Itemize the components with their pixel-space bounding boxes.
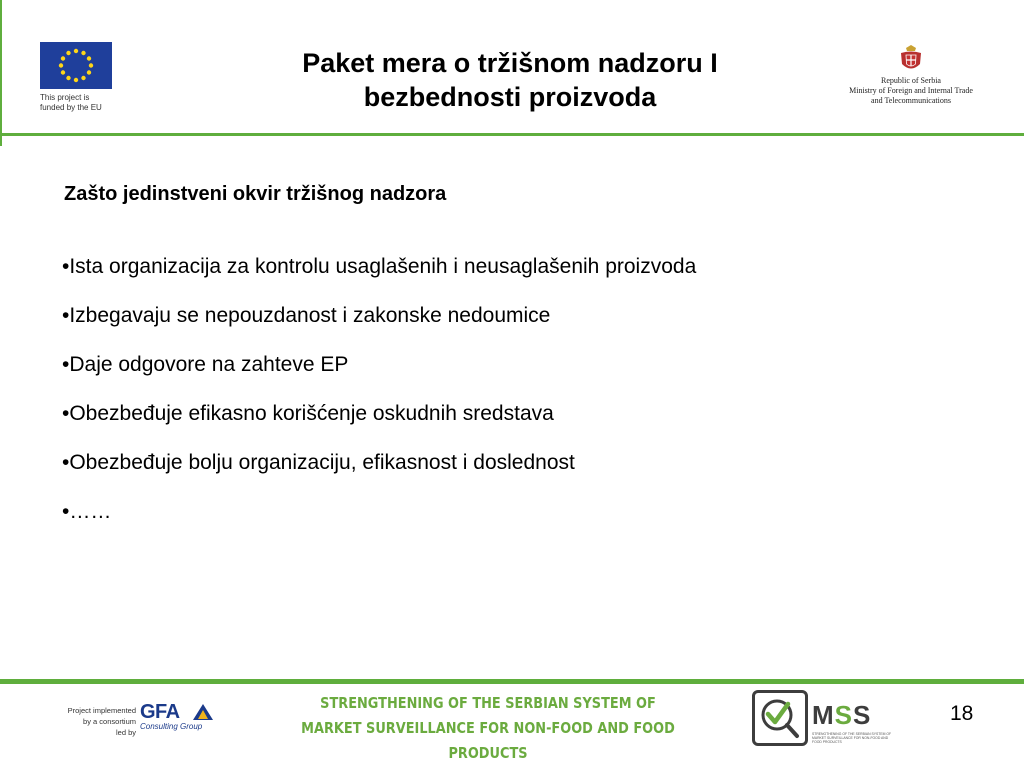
consortium-line1: Project implemented <box>67 706 136 715</box>
bullet-item: •Obezbeđuje efikasno korišćenje oskudnih sredstava <box>62 402 554 425</box>
magnifier-checkmark-icon <box>755 693 805 743</box>
mss-logo <box>752 690 902 752</box>
bullet-item: •Obezbeđuje bolju organizaciju, efikasnost i doslednost <box>62 451 575 474</box>
bullet-list <box>62 255 696 549</box>
gfa-name: GFA <box>140 701 180 723</box>
gfa-logo <box>140 701 220 731</box>
gfa-triangle-icon <box>192 703 214 721</box>
section-heading: Zašto jedinstveni okvir tržišnog nadzora <box>64 183 447 205</box>
project-banner <box>275 691 702 766</box>
mss-letter-s1: S <box>834 700 854 730</box>
serbia-line2: Ministry of Foreign and Internal Trade <box>849 86 973 95</box>
banner-line1: STRENGTHENING OF THE SERBIAN SYSTEM OF <box>320 694 656 712</box>
mss-wordmark <box>812 700 871 731</box>
serbia-line1: Republic of Serbia <box>881 76 941 85</box>
mss-letter-s2: S <box>853 700 872 730</box>
eu-flag-icon <box>40 42 112 89</box>
eu-caption-line2: funded by the EU <box>40 103 102 112</box>
bullet-item: •Izbegavaju se nepouzdanost i zakonske nedoumice <box>62 304 551 327</box>
serbia-ministry-logo <box>836 44 986 106</box>
gfa-subtitle: Consulting Group <box>140 722 203 731</box>
eu-caption <box>40 93 120 113</box>
mss-logo-box <box>752 690 808 746</box>
banner-line2: MARKET SURVEILLANCE FOR NON-FOOD AND FOOD PRODUCTS <box>301 719 675 762</box>
eu-logo <box>40 42 120 113</box>
slide-title <box>190 46 830 114</box>
serbian-coat-of-arms-icon <box>899 44 923 74</box>
bullet-item: •…… <box>62 500 112 523</box>
slide-title-line1: Paket mera o tržišnom nadzoru I <box>302 48 718 78</box>
slide-title-line2: bezbednosti proizvoda <box>363 82 657 112</box>
consortium-text <box>60 705 136 738</box>
bullet-item: •Daje odgovore na zahteve EP <box>62 353 349 376</box>
mss-letter-m: M <box>812 700 835 730</box>
bullet-item: •Ista organizacija za kontrolu usaglašenih i neusaglašenih proizvoda <box>62 255 697 278</box>
consortium-line3: led by <box>115 728 136 737</box>
mss-tagline: STRENGTHENING OF THE SERBIAN SYSTEM OF MARKET SURVEILLANCE FOR NON-FOOD AND FOOD PRODUCTS <box>812 732 892 744</box>
serbia-line3: and Telecommunications <box>871 96 951 105</box>
eu-caption-line1: This project is <box>40 93 90 102</box>
page-number: 18 <box>950 702 974 725</box>
header-left-rule <box>0 0 2 146</box>
consortium-line2: by a consortium <box>83 717 136 726</box>
footer-divider <box>0 679 1024 684</box>
header-divider <box>0 133 1024 136</box>
